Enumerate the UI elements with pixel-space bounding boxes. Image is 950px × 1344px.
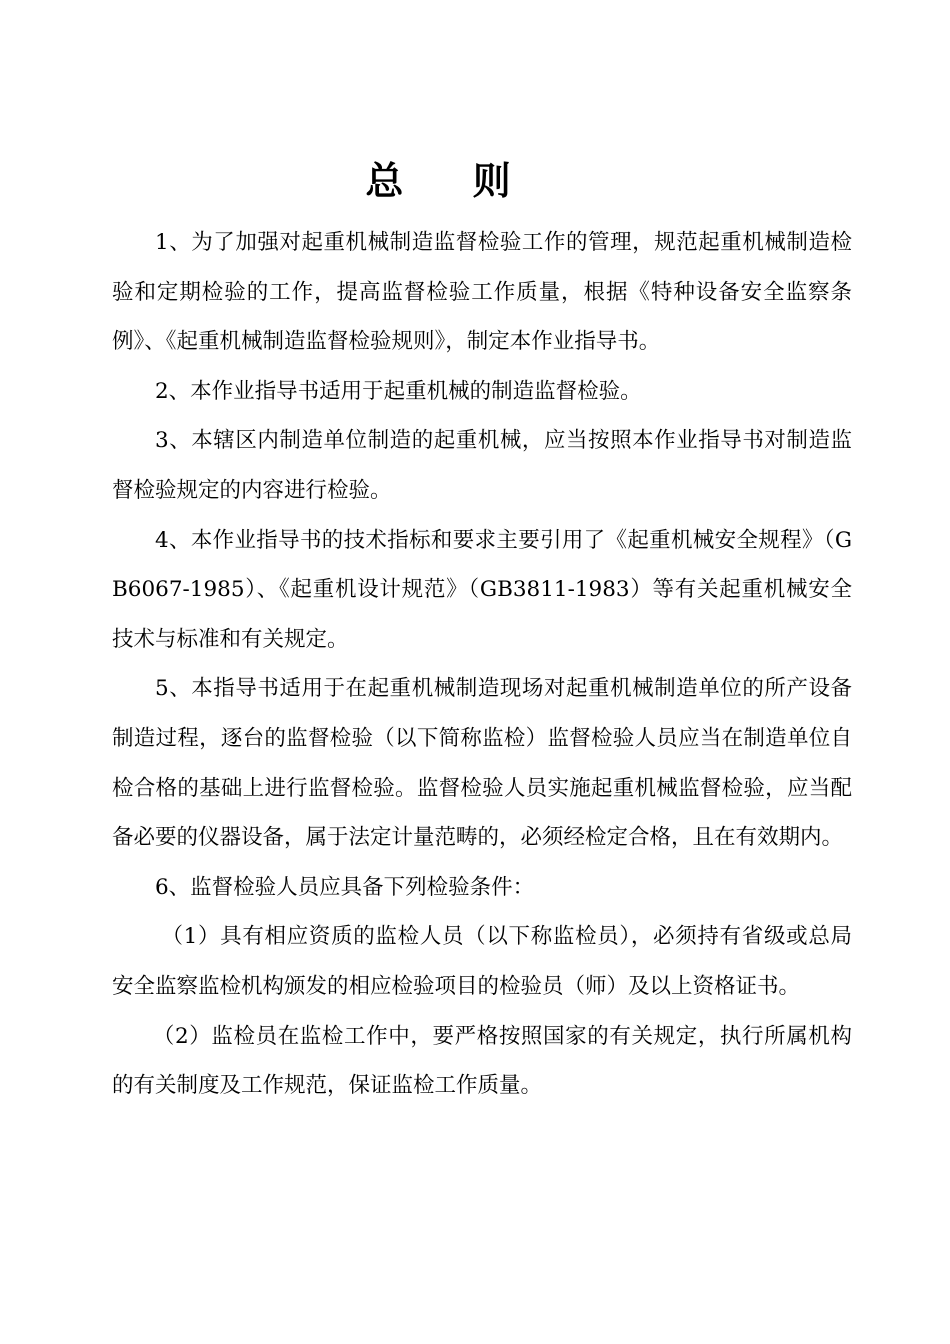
paragraph-6-item-1: （1）具有相应资质的监检人员（以下称监检员），必须持有省级或总局安全监察监检机构颁发的相应检验项目的检验员（师）及以上资格证书。 (112, 924, 852, 999)
document-title: 总 则 (365, 159, 539, 203)
paragraph-6: 6、监督检验人员应具备下列检验条件： (155, 874, 535, 900)
paragraph-3: 3、本辖区内制造单位制造的起重机械，应当按照本作业指导书对制造监督检验规定的内容进行检验。 (112, 428, 852, 503)
paragraph-5: 5、本指导书适用于在起重机械制造现场对起重机械制造单位的所产设备制造过程，逐台的监督检验（以下简称监检）监督检验人员应当在制造单位自检合格的基础上进行监督检验。监督检验人员实施起重机械监督检验，应当配备必要的仪器设备，属于法定计量范畴的，必须经检定合格，且在有效期内。 (112, 676, 852, 851)
paragraph-4: 4、本作业指导书的技术指标和要求主要引用了《起重机械安全规程》（GB6067-1985）、《起重机设计规范》（GB3811-1983）等有关起重机械安全技术与标准和有关规定。 (112, 527, 852, 652)
document-body (112, 218, 852, 1111)
paragraph-1: 1、为了加强对起重机械制造监督检验工作的管理，规范起重机械制造检验和定期检验的工作，提高监督检验工作质量，根据《特种设备安全监察条例》、《起重机械制造监督检验规则》，制定本作业指导书。 (112, 230, 852, 355)
paragraph-6-item-2: （2）监检员在监检工作中，要严格按照国家的有关规定，执行所属机构的有关制度及工作规范，保证监检工作质量。 (112, 1023, 852, 1099)
paragraph-2: 2、本作业指导书适用于起重机械的制造监督检验。 (155, 378, 642, 404)
